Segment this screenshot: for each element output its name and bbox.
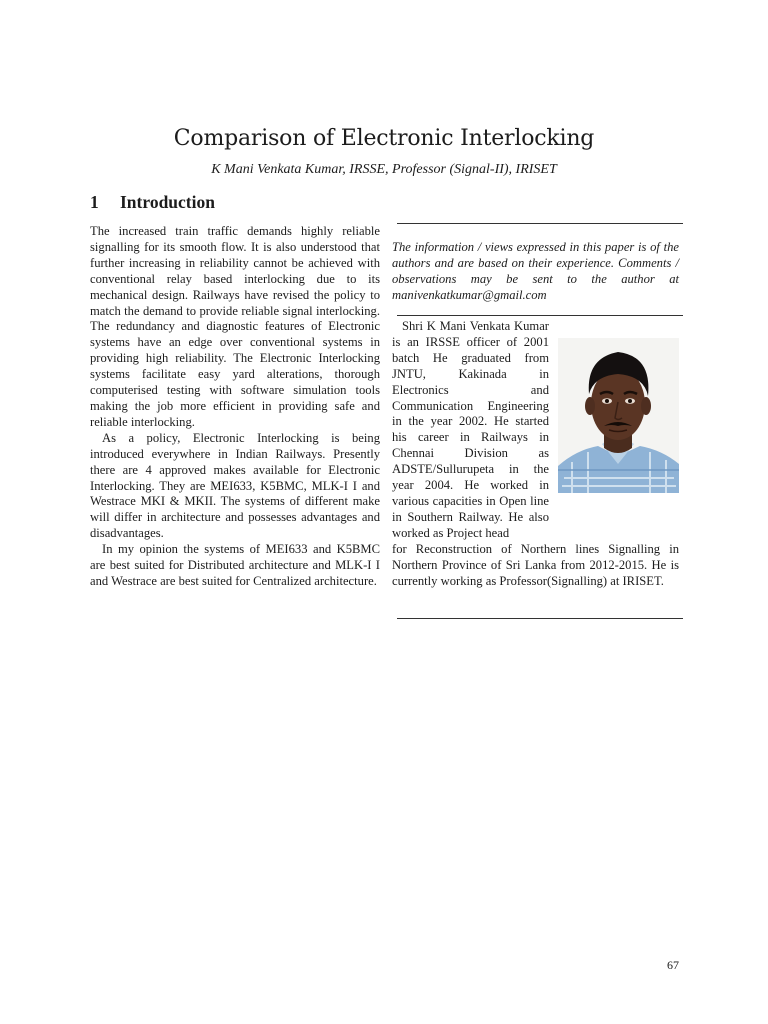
bio-text-wrapped: Shri K Mani Venkata Kumar is an IRSSE officer of 2001 batch He graduated from JNTU, Kakinada in Electronics and Communication Engineering in the year 2002. He started his career in Railways in Chennai Division as ADSTE/Sullurupeta in the year 2004. He worked in various capacities in Open line in Southern Railway. He also worked as Project head	[392, 319, 549, 540]
paragraph: In my opinion the systems of MEI633 and K5BMC are best suited for Distributed architecture and MLK-I I and Westrace are best suited for Centralized architecture.	[90, 542, 380, 588]
author-line: K Mani Venkata Kumar, IRSSE, Professor (Signal-II), IRISET	[211, 162, 557, 177]
section-title: Introduction	[120, 192, 215, 212]
disclaimer-note: The information / views expressed in this paper is of the authors and are based on their experience. Comments / observations may be sent to the author at manivenkatkumar@gmail.com	[392, 240, 679, 302]
section-heading	[90, 192, 215, 213]
paragraph: As a policy, Electronic Interlocking is being introduced everywhere in Indian Railways. Presently there are 4 approved makes available for Electronic Interlocking. They are MEI633, K5BMC, MLK-I I and Westrace MKI & MKII. The systems of different make will differ in architecture and possesses advantages and disadvantages.	[90, 430, 380, 541]
bio-text-continued: for Reconstruction of Northern lines Signalling in Northern Province of Sri Lanka from 2012-2015. He is currently working as Professor(Signalling) at IRISET.	[392, 541, 679, 588]
divider-bottom	[397, 618, 683, 619]
introduction-body	[90, 224, 380, 590]
paper-title: Comparison of Electronic Interlocking	[173, 126, 595, 151]
page-number: 67	[667, 958, 679, 972]
author-photo	[558, 338, 679, 493]
divider-top	[397, 223, 683, 224]
section-number: 1	[90, 192, 99, 212]
divider-middle	[397, 315, 683, 316]
paragraph: The increased train traffic demands highly reliable signalling for its smooth flow. It is also understood that further increasing in reliability cannot be achieved with conventional relay based interlocking due to its mechanical design. Railways have revised the policy to match the demand to provide reliable signal interlocking. The redundancy and diagnostic features of Electronic systems have an edge over conventional systems in providing high reliability. The Electronic Interlocking systems facilitate easy yard alterations, thorough computerised testing with software simulation tools making the job more efficient in providing safe and reliable interlocking.	[90, 224, 380, 429]
